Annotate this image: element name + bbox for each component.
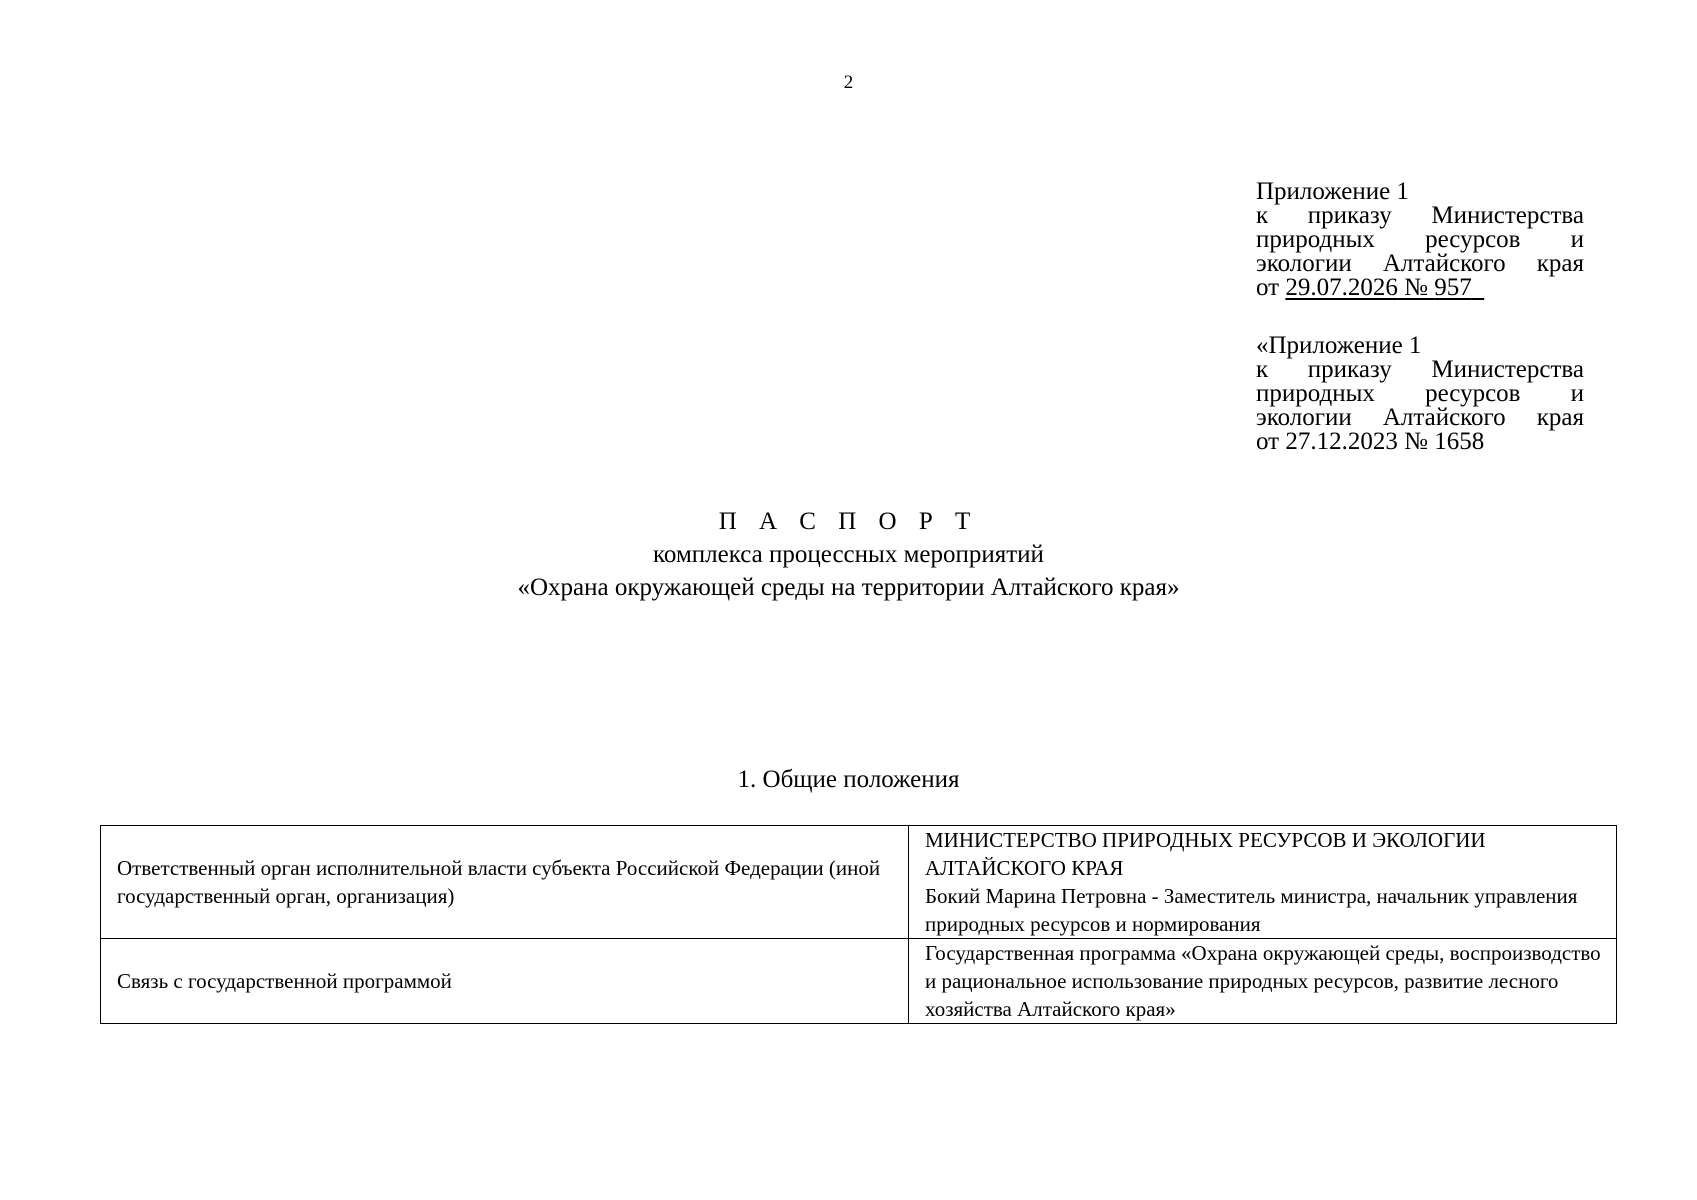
table-cell-value — [909, 939, 1617, 1024]
table-row — [101, 826, 1617, 939]
page-number: 2 — [843, 72, 854, 93]
appendix-line: природных ресурсов и — [1256, 380, 1584, 407]
appendix-line: к приказу Министерства — [1256, 202, 1584, 229]
general-provisions-table — [100, 825, 1617, 1024]
table-cell-label: Связь с государственной программой — [101, 939, 909, 1024]
section-heading: 1. Общие положения — [737, 766, 960, 793]
state-program-link: Государственная программа «Охрана окружающей среды, воспроизводство и рациональное использование природных ресурсов, развитие лесного хозяйства Алтайского края» — [925, 941, 1601, 1021]
order-number: 957 — [1434, 274, 1472, 301]
order-date: 29.07.2026 — [1285, 274, 1398, 301]
appendix-block-previous — [1256, 334, 1584, 454]
appendix-title: «Приложение 1 — [1256, 332, 1422, 359]
appendix-date-line — [1256, 276, 1584, 300]
passport-heading: П А С П О Р Т — [718, 508, 979, 535]
table-cell-label: Ответственный орган исполнительной власти субъекта Российской Федерации (иной государственный орган, организация) — [101, 826, 909, 939]
responsible-organization: МИНИСТЕРСТВО ПРИРОДНЫХ РЕСУРСОВ И ЭКОЛОГИИ АЛТАЙСКОГО КРАЯ — [925, 828, 1486, 880]
table-row — [101, 939, 1617, 1024]
appendix-line: экологии Алтайского края — [1256, 250, 1584, 277]
document-title — [0, 505, 1697, 604]
date-prefix: от — [1256, 274, 1286, 301]
appendix-title: Приложение 1 — [1256, 178, 1409, 205]
appendix-line: экологии Алтайского края — [1256, 404, 1584, 431]
title-subheading: комплекса процессных мероприятий — [653, 541, 1044, 568]
title-program-name: «Охрана окружающей среды на территории Алтайского края» — [517, 574, 1180, 601]
appendix-line: к приказу Министерства — [1256, 356, 1584, 383]
appendix-date-line: от 27.12.2023 № 1658 — [1256, 428, 1485, 455]
number-underline-tail — [1472, 274, 1485, 301]
table-cell-value — [909, 826, 1617, 939]
number-sign: № — [1397, 274, 1435, 301]
appendix-block-current — [1256, 180, 1584, 300]
responsible-person: Бокий Марина Петровна - Заместитель министра, начальник управления природных ресурсов и нормирования — [925, 884, 1578, 936]
appendix-line: природных ресурсов и — [1256, 226, 1584, 253]
